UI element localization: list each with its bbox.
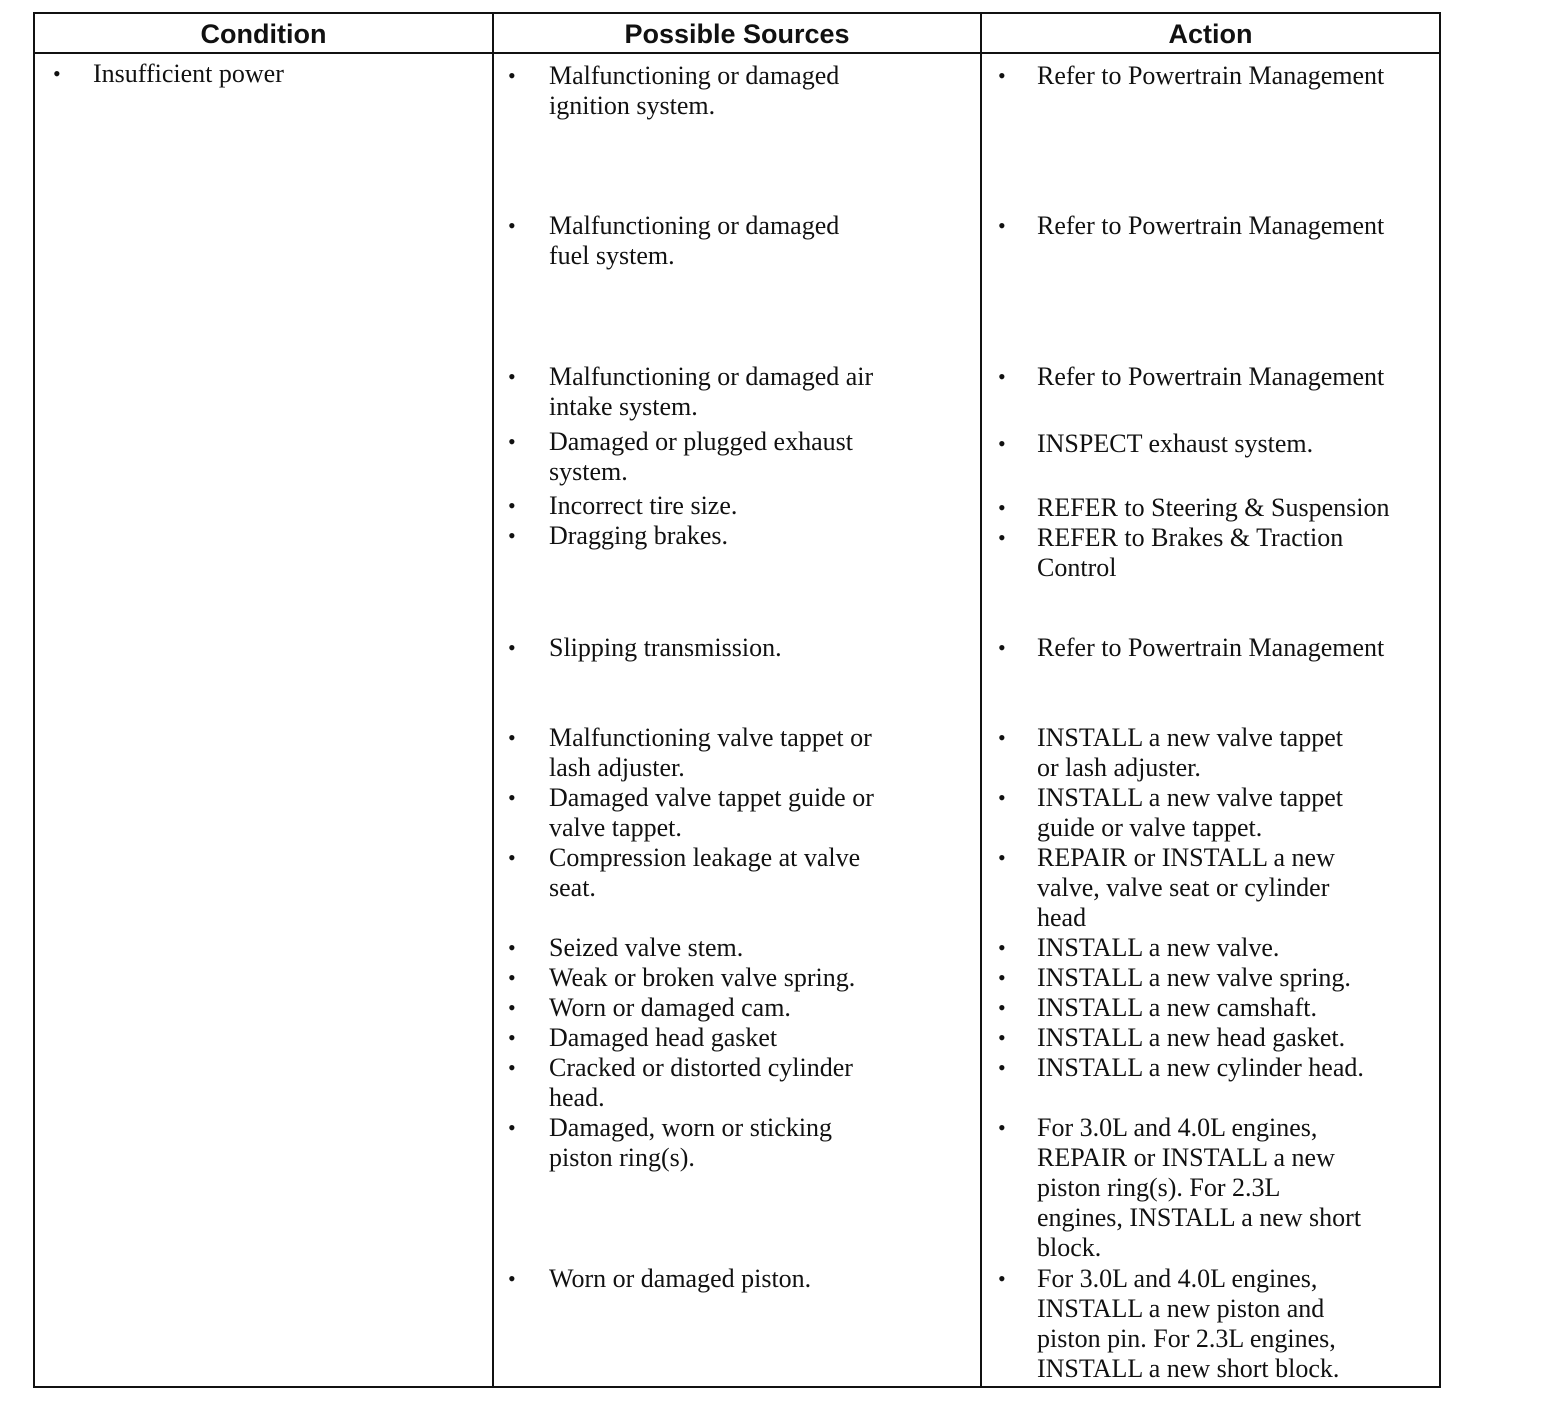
action-text: INSTALL a new valve tappet guide or valve tappet. — [1037, 783, 1343, 842]
action-text: INSTALL a new valve tappet or lash adjuster. — [1037, 723, 1343, 782]
source-text: Malfunctioning or damaged ignition system. — [549, 61, 840, 120]
source-text: Worn or damaged piston. — [549, 1264, 812, 1293]
bullet: • — [508, 935, 516, 960]
column-divider — [492, 14, 494, 1386]
bullet: • — [998, 935, 1006, 960]
bullet: • — [508, 635, 516, 660]
bullet: • — [508, 364, 516, 389]
action-text: Refer to Powertrain Management — [1037, 633, 1385, 662]
action-text: REFER to Steering & Suspension — [1037, 493, 1390, 522]
bullet: • — [53, 61, 61, 86]
source-text: Malfunctioning or damaged fuel system. — [549, 211, 840, 270]
bullet: • — [998, 845, 1006, 870]
bullet: • — [998, 213, 1006, 238]
source-text: Damaged or plugged exhaust system. — [549, 427, 853, 486]
bullet: • — [508, 965, 516, 990]
bullet: • — [508, 1266, 516, 1291]
action-text: INSTALL a new valve spring. — [1037, 963, 1351, 992]
bullet: • — [508, 213, 516, 238]
bullet: • — [998, 635, 1006, 660]
action-text: INSTALL a new camshaft. — [1037, 993, 1317, 1022]
bullet: • — [998, 1115, 1006, 1140]
bullet: • — [998, 364, 1006, 389]
bullet: • — [998, 1025, 1006, 1050]
bullet: • — [508, 725, 516, 750]
action-text: Refer to Powertrain Management — [1037, 211, 1385, 240]
bullet: • — [998, 995, 1006, 1020]
source-text: Damaged valve tappet guide or valve tappet. — [549, 783, 874, 842]
bullet: • — [998, 785, 1006, 810]
action-text: For 3.0L and 4.0L engines, REPAIR or INSTALL a new piston ring(s). For 2.3L engines, INSTALL a new short block. — [1037, 1113, 1362, 1262]
source-text: Malfunctioning or damaged air intake system. — [549, 362, 874, 421]
source-text: Incorrect tire size. — [549, 491, 738, 520]
header-action: Action — [1168, 19, 1253, 49]
action-text: INSTALL a new head gasket. — [1037, 1023, 1346, 1052]
condition-text: Insufficient power — [93, 59, 284, 88]
source-text: Compression leakage at valve seat. — [549, 843, 861, 902]
source-text: Seized valve stem. — [549, 933, 744, 962]
source-text: Cracked or distorted cylinder head. — [549, 1053, 853, 1112]
source-text: Dragging brakes. — [549, 521, 729, 550]
bullet: • — [508, 785, 516, 810]
source-text: Slipping transmission. — [549, 633, 782, 662]
source-text: Damaged, worn or sticking piston ring(s). — [549, 1113, 833, 1172]
source-text: Malfunctioning valve tappet or lash adjuster. — [549, 723, 872, 782]
source-text: Worn or damaged cam. — [549, 993, 791, 1022]
action-text: INSTALL a new cylinder head. — [1037, 1053, 1364, 1082]
bullet: • — [998, 431, 1006, 456]
bullet: • — [508, 1025, 516, 1050]
bullet: • — [998, 965, 1006, 990]
bullet: • — [508, 1055, 516, 1080]
bullet: • — [998, 1266, 1006, 1291]
action-text: For 3.0L and 4.0L engines, INSTALL a new piston and piston pin. For 2.3L engines, INSTALL a new short block. — [1037, 1264, 1340, 1383]
action-text: Refer to Powertrain Management — [1037, 362, 1385, 391]
action-text: INSTALL a new valve. — [1037, 933, 1280, 962]
bullet: • — [508, 63, 516, 88]
header-possible-sources: Possible Sources — [624, 19, 850, 49]
bullet: • — [508, 995, 516, 1020]
action-text: REFER to Brakes & Traction Control — [1037, 523, 1344, 582]
bullet: • — [998, 495, 1006, 520]
bullet: • — [998, 725, 1006, 750]
column-divider — [980, 14, 982, 1386]
action-text: Refer to Powertrain Management — [1037, 61, 1385, 90]
bullet: • — [998, 525, 1006, 550]
header-condition: Condition — [200, 19, 327, 49]
bullet: • — [508, 1115, 516, 1140]
bullet: • — [508, 845, 516, 870]
bullet: • — [998, 63, 1006, 88]
bullet: • — [508, 429, 516, 454]
diagnosis-table — [33, 12, 1441, 1388]
source-text: Damaged head gasket — [549, 1023, 778, 1052]
bullet: • — [508, 493, 516, 518]
source-text: Weak or broken valve spring. — [549, 963, 856, 992]
bullet: • — [998, 1055, 1006, 1080]
action-text: REPAIR or INSTALL a new valve, valve seat or cylinder head — [1037, 843, 1335, 932]
bullet: • — [508, 523, 516, 548]
action-text: INSPECT exhaust system. — [1037, 429, 1314, 458]
